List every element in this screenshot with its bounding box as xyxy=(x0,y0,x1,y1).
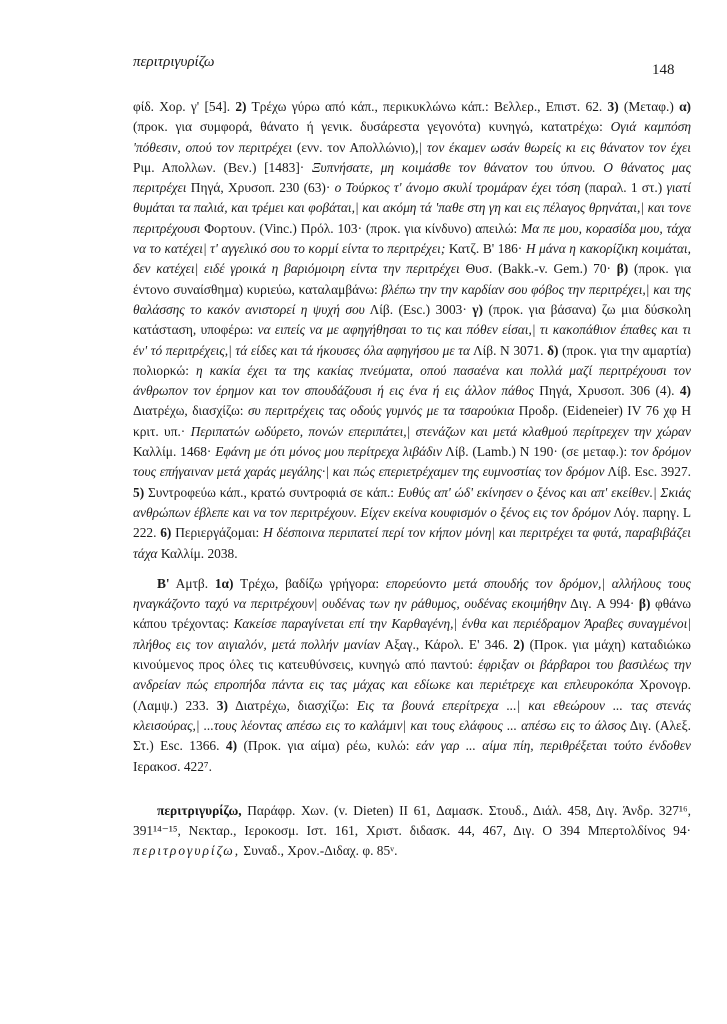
running-head: περιτριγυρίζω xyxy=(133,54,215,70)
page-number: 148 xyxy=(652,62,675,78)
entry-lemma-peritrigyrizo: περιτριγυρίζω, Παράφρ. Χων. (v. Dieten) II 61, Δαμασκ. Στουδ., Διάλ. 458, Διγ. Άνδρ. 327¹⁶, 391¹⁴⁻¹⁵, Νεκταρ., Ιεροκοσμ. Ιστ. 161, Χριστ. διδασκ. 44, 467, Διγ. O 394 Μπερτολδίνος 94· περιτρογυρίζω, Συναδ., Χρον.-Διδαχ. φ. 85ᵛ. xyxy=(133,802,691,859)
entry-continuation: φίδ. Χορ. γ' [54]. 2) Τρέχω γύρω από κάπ., περικυκλώνω κάπ.: Βελλερ., Επιστ. 62. 3) (Μεταφ.) α) (προκ. για συμφορά, θάνατο ή γενικ. δυσάρεστα γεγονότα) κυνηγώ, κατατρέχω: Ογιά καμπόση 'πόθεσιν, οπού τον περιτρέχει (ενν. τον Απολλώνιο),| τον έκαμεν ωσάν θωρείς κι εις θάνατον τον έχει Ριμ. Απολλων. (Βεν.) [1483]· Ξυπνήσατε, μη κοιμάσθε τον θάνατον του ύπνου. Ο θάνατος μας περιτρέχει Πηγά, Χρυσοπ. 230 (63)· ο Τούρκος τ' άνομο σκυλί τρομάραν έχει τόση (παραλ. 1 στ.) γιατί θυμάται τα παλιά, και τρέμει και φοβάται,| και ακόμη τά 'παθε στη γη και εις πέλαγος θρηνάται,| και τονε περιτρέχουσι Φορτουν. (Vinc.) Πρόλ. 103· (προκ. για κίνδυνο) απειλώ: Μα πε μου, κορασίδα μου, τάχα να το κατέχει| τ' αγγελικό σου το κορμί είντα το περιτρέχει; Κατζ. Β' 186· Η μάνα η κακορίζικη κοιμάται, δεν κατέχει| ειδέ γροικά η βαριόμοιρη είντα την περιτρέχει Θυσ. (Bakk.-v. Gem.) 70· β) (προκ. για έντονο συναίσθημα) κυριεύω, καταλαμβάνω: βλέπω την την καρδίαν σου φόβος την περιτρέχει,| και της θαλάσσης το κακόν ανιστορεί η ψυχή σου Λίβ. (Esc.) 3003· γ) (προκ. για βάσανα) ζω μια δύσκολη κατάσταση, υποφέρω: να ειπείς να με αφηγήθησαι το τις και πόθεν είσαι,| τι κακοπάθιον έπαθες και τι έν' τό περιτρέχεις,| τά είδες και τά ήκουσες όλα αφηγήσου με τα Λίβ. N 3071. δ) (προκ. για την αμαρτία) πολιορκώ: η κακία έχει τα της κακίας πνεύματα, οπού πασαένα και πολλά μαζί περιτρέχουσι τον άνθρωπον τον έρημον και τον σπουδάζουσι ή εις ένα ή εις άλλον πάθος Πηγά, Χρυσοπ. 306 (4). 4) Διατρέχω, διασχίζω: συ περιτρέχεις τας οδούς γυμνός με τα τσαρούκια Προδρ. (Eideneier) IV 76 χφ H κριτ. υπ.· Περιπατών ωδύρετο, πονών επεριπάτει,| στενάζων και μετά κλαθμού περίτρεχεν την χώραν Καλλίμ. 1468· Εφάνη με ότι μόνος μου περίτρεχα λιβάδιν Λίβ. (Lamb.) N 190· (σε μεταφ.): τον δρόμον τους επήγαιναν μετά χαράς μεγάλης·| και πώς επεριετρέχαμεν της ευμνοστίας τον δρόμον Λίβ. Esc. 3927. 5) Συντροφεύω κάπ., κρατώ συντροφιά σε κάπ.: Ευθύς απ' ώδ' εκίνησεν ο ξένος και απ' εκείθεν.| Σκιάς ανθρώπων έβλεπε και να τον περιτρέχουν. Είχεν εκείνα κουφισμόν ο ξένος εις τον δρόμον Λόγ. παρηγ. L 222. 6) Περιεργάζομαι: Η δέσποινα περιπατεί περί τον κήπον μόνη| και περιτρέχει τα φυτά, παραβιβάζει τάχα Καλλίμ. 2038. xyxy=(133,99,692,561)
entry-section-b: Β' Αμτβ. 1α) Τρέχω, βαδίζω γρήγορα: επορεύοντο μετά σπουδής τον δρόμον,| αλλήλους τους ηναγκάζοντο ταχύ να περιτρέχουν| ουδένας των ην ράθυμος, ουδένας εκοιμήθην Διγ. A 994· β) φθάνω κάπου τρέχοντας: Κακείσε παραγίνεται επί την Καρθαγένη,| ένθα και περιέδραμον Άραβες συναγμένοι| πλήθος εις τον αιγιαλόν, μετά πολλήν μανίαν Αξαγ., Κάρολ. Ε' 346. 2) (Προκ. για μάχη) καταδιώκω κινούμενος προς όλες τις κατευθύνσεις, κυνηγώ από παντού: έφριξαν οι βάρβαροι του βασιλέως την ανδρείαν πώς επροπήδα πάντα εις τας μάχας και εδίωκε και περιέτρεχε και επλευροκόπα Χρονογρ. (Λαμψ.) 233. 3) Διατρέχω, διασχίζω: Εις τα βουνά επερίτρεχα ...| και εθεώρουν ... τας στενάς κλεισούρας,| ...τους λέοντας απέσω εις το καλάμιν| και τους ελάφους ... απέσω εις το άλσος Διγ. (Αλεξ. Στ.) Esc. 1366. 4) (Προκ. για αίμα) ρέω, κυλώ: εάν γαρ ... αίμα πίη, περιθρέξεται τούτο ένδοθεν Ιερακοσ. 422⁷. xyxy=(133,575,692,774)
dictionary-entry-body xyxy=(133,97,691,862)
